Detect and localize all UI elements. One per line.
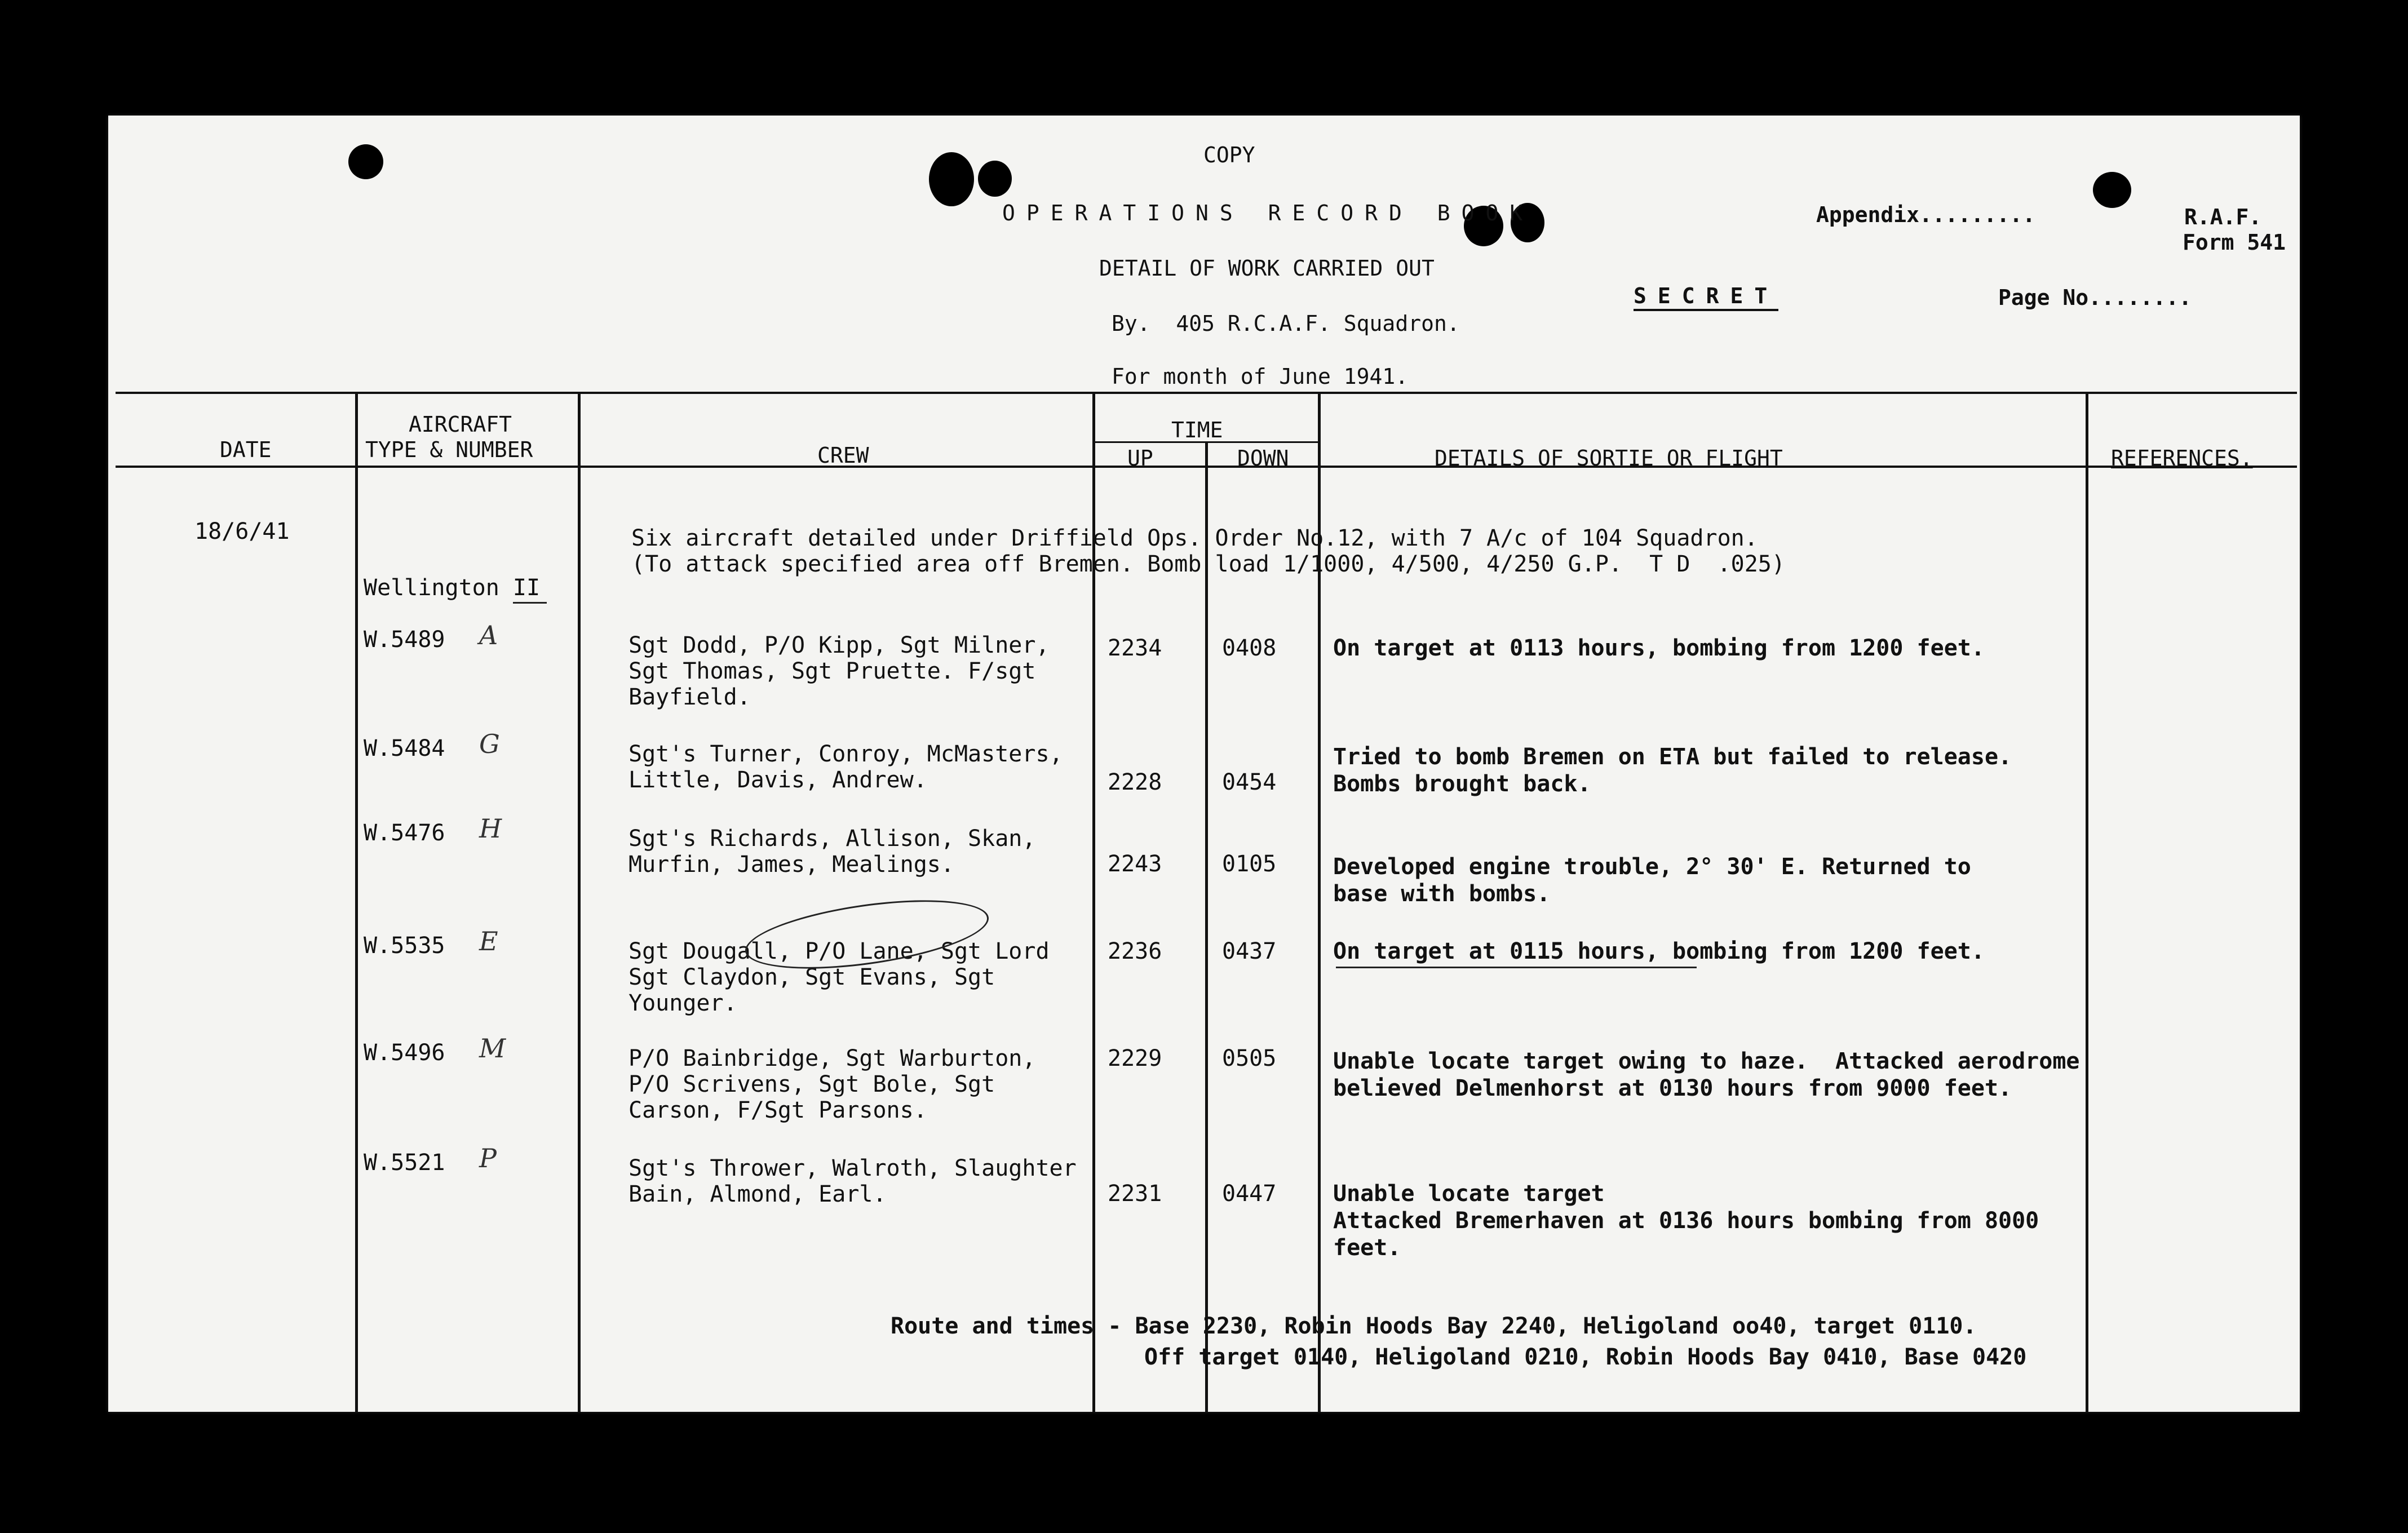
- aircraft-number: W.5484: [364, 736, 445, 761]
- col-divider-date: [355, 392, 358, 1412]
- time-up: 2231: [1108, 1181, 1162, 1207]
- crew-line: Younger.: [628, 990, 737, 1016]
- time-down: 0437: [1222, 938, 1277, 964]
- crew-line: Sgt's Turner, Conroy, McMasters,: [628, 741, 1063, 767]
- aircraft-letter: A: [479, 620, 498, 650]
- crew-line: P/O Scrivens, Sgt Bole, Sgt: [628, 1071, 995, 1097]
- col-header-time: TIME: [1171, 418, 1223, 442]
- route-line-1: Route and times - Base 2230, Robin Hoods Bay 2240, Heligoland oo40, target 0110.: [891, 1313, 1977, 1339]
- col-header-details: DETAILS OF SORTIE OR FLIGHT: [1435, 446, 1783, 471]
- time-down: 0505: [1222, 1045, 1277, 1071]
- crew-line: Sgt Dodd, P/O Kipp, Sgt Milner,: [628, 632, 1050, 658]
- col-header-type-number: TYPE & NUMBER: [365, 437, 533, 462]
- crew-line: Murfin, James, Mealings.: [628, 852, 954, 878]
- copy-label: COPY: [1203, 143, 1255, 167]
- form-number: Form 541: [2183, 230, 2286, 255]
- crew-line: Sgt Thomas, Sgt Pruette. F/sgt: [628, 658, 1036, 684]
- col-header-aircraft: AIRCRAFT: [409, 412, 512, 437]
- col-divider-details: [2086, 392, 2088, 1412]
- punch-hole: [348, 144, 383, 179]
- time-up: 2243: [1108, 851, 1162, 877]
- crew-line: Little, Davis, Andrew.: [628, 767, 927, 793]
- crew-line: P/O Bainbridge, Sgt Warburton,: [628, 1045, 1036, 1071]
- intro-line-2: (To attack specified area off Bremen. Bomb load 1/1000, 4/500, 4/250 G.P. T D .025): [631, 551, 1785, 577]
- col-header-references: REFERENCES.: [2111, 446, 2253, 471]
- col-header-down: DOWN: [1237, 446, 1289, 471]
- intro-line-1: Six aircraft detailed under Driffield Ops. Order No.12, with 7 A/c of 104 Squadron.: [631, 525, 1758, 551]
- crew-line: Sgt's Richards, Allison, Skan,: [628, 826, 1036, 852]
- details-line: On target at 0115 hours, bombing from 1200 feet.: [1333, 938, 1985, 964]
- crew-line: Carson, F/Sgt Parsons.: [628, 1097, 927, 1123]
- col-divider-up: [1205, 441, 1208, 1412]
- details-underline: [1336, 967, 1697, 968]
- aircraft-number: W.5489: [364, 627, 445, 653]
- table-top-rule: [116, 392, 2297, 394]
- month-line: For month of June 1941.: [1112, 364, 1409, 389]
- aircraft-letter: G: [479, 729, 500, 759]
- time-down: 0454: [1222, 769, 1277, 795]
- aircraft-type: Wellington II: [364, 575, 541, 601]
- details-line: Unable locate target: [1333, 1181, 1605, 1207]
- time-up: 2234: [1108, 635, 1162, 661]
- time-up: 2236: [1108, 938, 1162, 964]
- col-divider-aircraft: [578, 392, 581, 1412]
- secret-stamp: SECRET: [1634, 283, 1778, 311]
- squadron-line: By. 405 R.C.A.F. Squadron.: [1112, 311, 1460, 336]
- details-line: On target at 0113 hours, bombing from 1200 feet.: [1333, 635, 1985, 661]
- page-title: OPERATIONS RECORD BOOK: [1002, 201, 1534, 225]
- aircraft-letter: E: [479, 926, 498, 956]
- aircraft-letter: P: [479, 1143, 497, 1173]
- details-line: Bombs brought back.: [1333, 771, 1591, 797]
- page-number-field: Page No........: [1998, 285, 2192, 310]
- crew-line: Bain, Almond, Earl.: [628, 1181, 887, 1207]
- aircraft-number: W.5521: [364, 1150, 445, 1176]
- crew-line: Sgt Dougall, P/O Lane, Sgt Lord: [628, 938, 1050, 964]
- route-line-2: Off target 0140, Heligoland 0210, Robin Hoods Bay 0410, Base 0420: [1144, 1344, 2027, 1370]
- time-up: 2229: [1108, 1045, 1162, 1071]
- appendix-field: Appendix.........: [1816, 202, 2035, 227]
- time-up: 2228: [1108, 769, 1162, 795]
- entry-date: 18/6/41: [194, 519, 290, 544]
- details-line: Unable locate target owing to haze. Attacked aerodrome: [1333, 1048, 2080, 1074]
- details-line: Attacked Bremerhaven at 0136 hours bombing from 8000: [1333, 1208, 2039, 1234]
- details-line: Developed engine trouble, 2° 30' E. Returned to: [1333, 854, 1971, 880]
- details-line: believed Delmenhorst at 0130 hours from 9000 feet.: [1333, 1075, 2012, 1101]
- crew-line: Bayfield.: [628, 684, 751, 710]
- raf-label: R.A.F.: [2184, 205, 2262, 229]
- details-line: base with bombs.: [1333, 881, 1551, 907]
- aircraft-number: W.5496: [364, 1040, 445, 1066]
- aircraft-letter: H: [479, 813, 502, 844]
- aircraft-type-underline: [513, 602, 547, 604]
- page-subtitle: DETAIL OF WORK CARRIED OUT: [1099, 256, 1435, 281]
- crew-line: Sgt's Thrower, Walroth, Slaughter: [628, 1155, 1077, 1181]
- punch-hole: [978, 161, 1012, 197]
- col-header-crew: CREW: [817, 443, 869, 468]
- col-header-date: DATE: [220, 437, 272, 462]
- time-down: 0447: [1222, 1181, 1277, 1207]
- aircraft-number: W.5535: [364, 933, 445, 959]
- details-line: feet.: [1333, 1235, 1401, 1261]
- punch-hole: [929, 152, 974, 206]
- crew-line: Sgt Claydon, Sgt Evans, Sgt: [628, 964, 995, 990]
- time-down: 0105: [1222, 851, 1277, 877]
- aircraft-number: W.5476: [364, 820, 445, 846]
- col-header-up: UP: [1127, 446, 1153, 471]
- aircraft-letter: M: [479, 1033, 506, 1064]
- time-down: 0408: [1222, 635, 1277, 661]
- details-line: Tried to bomb Bremen on ETA but failed to release.: [1333, 744, 2012, 770]
- punch-hole: [2093, 172, 2131, 208]
